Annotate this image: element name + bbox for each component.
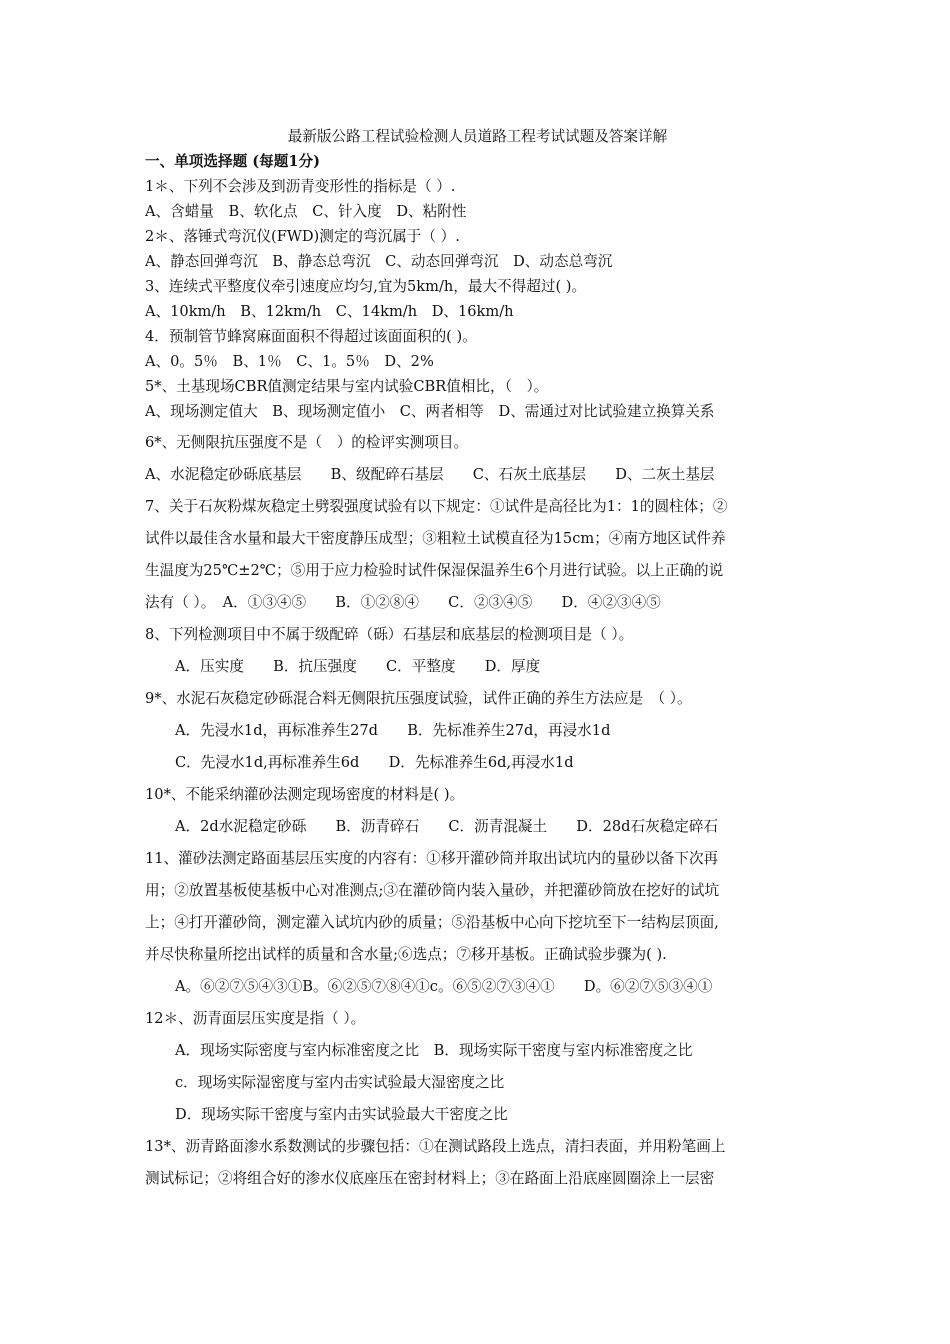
options-11: A。⑥②⑦⑤④③①B。⑥②⑤⑦⑧④①c。⑥⑤②⑦③④① D。⑥②⑦⑤③④① bbox=[175, 978, 713, 995]
options-2: A、静态回弹弯沉 B、静态总弯沉 C、动态回弹弯沉 D、动态总弯沉 bbox=[145, 253, 613, 270]
options-5: A、现场测定值大 B、现场测定值小 C、两者相等 D、需通过对比试验建立换算关系 bbox=[145, 403, 715, 420]
question-11-line-2: 用；②放置基板使基板中心对准测点;③在灌砂筒内装入量砂，并把灌砂筒放在挖好的试坑 bbox=[145, 882, 720, 899]
options-12-d: D．现场实际干密度与室内击实试验最大干密度之比 bbox=[175, 1106, 508, 1123]
options-4: A、0。5％ B、1％ C、1。5％ D、2% bbox=[145, 353, 434, 370]
question-3: 3、连续式平整度仪牵引速度应均匀,宜为5km/h，最大不得超过( )。 bbox=[145, 278, 587, 295]
question-4: 4．预制管节蜂窝麻面面积不得超过该面面积的( )。 bbox=[145, 328, 477, 345]
question-5: 5*、土基现场CBR值测定结果与室内试验CBR值相比，（ ）。 bbox=[145, 378, 549, 395]
question-12: 12＊、沥青面层压实度是指（ ）。 bbox=[145, 1010, 366, 1027]
options-1: A、含蜡量 B、软化点 C、针入度 D、粘附性 bbox=[145, 203, 467, 220]
question-7-line-2: 试件以最佳含水量和最大干密度静压成型；③粗粒土试模直径为15cm；④南方地区试件养 bbox=[145, 530, 726, 547]
options-6: A、水泥稳定砂砾底基层 B、级配碎石基层 C、石灰土底基层 D、二灰土基层 bbox=[145, 466, 715, 483]
question-8: 8、下列检测项目中不属于级配碎（砾）石基层和底基层的检测项目是（ ）。 bbox=[145, 626, 634, 643]
options-3: A、10km/h B、12km/h C、14km/h D、16km/h bbox=[145, 303, 514, 320]
question-9: 9*、水泥石灰稳定砂砾混合料无侧限抗压强度试验，试件正确的养生方法应是 （ ）。 bbox=[145, 690, 692, 707]
question-7-line-1: 7、关于石灰粉煤灰稳定土劈裂强度试验有以下规定：①试件是高径比为1：1的圆柱体；② bbox=[145, 498, 728, 515]
options-9-cd: C．先浸水1d,再标准养生6d D．先标准养生6d,再浸水1d bbox=[175, 754, 574, 771]
question-2: 2＊、落锤式弯沉仪(FWD)测定的弯沉属于（ ）. bbox=[145, 228, 460, 245]
question-13-line-2: 测试标记；②将组合好的渗水仪底座压在密封材料上；③在路面上沿底座圆圈涂上一层密 bbox=[145, 1170, 715, 1187]
options-8: A．压实度 B．抗压强度 C．平整度 D．厚度 bbox=[175, 658, 541, 675]
question-6: 6*、无侧限抗压强度不是（ ）的检评实测项目。 bbox=[145, 434, 469, 451]
question-7-line-3: 生温度为25℃±2℃；⑤用于应力检验时试件保湿保温养生6个月进行试验。以上正确的说 bbox=[145, 562, 724, 579]
question-7-line-4: 法有（ ）。 A．①③④⑤ B．①②⑧④ C．②③④⑤ D．④②③④⑤ bbox=[145, 594, 661, 611]
question-11-line-3: 上；④打开灌砂筒，测定灌入试坑内砂的质量；⑤沿基板中心向下挖坑至下一结构层顶面, bbox=[145, 914, 719, 931]
options-9-ab: A．先浸水1d，再标准养生27d B．先标准养生27d，再浸水1d bbox=[175, 722, 611, 739]
options-12-c: c．现场实际湿密度与室内击实试验最大湿密度之比 bbox=[175, 1074, 505, 1091]
question-13-line-1: 13*、沥青路面渗水系数测试的步骤包括：①在测试路段上选点，清扫表面，并用粉笔画上 bbox=[145, 1138, 726, 1155]
options-12-ab: A．现场实际密度与室内标准密度之比 B．现场实际干密度与室内标准密度之比 bbox=[175, 1042, 693, 1059]
question-11-line-1: 11、灌砂法测定路面基层压实度的内容有：①移开灌砂筒并取出试坑内的量砂以备下次再 bbox=[145, 850, 719, 867]
section-heading: 一、单项选择题 (每题1分) bbox=[145, 153, 320, 170]
question-1: 1＊、下列不会涉及到沥青变形性的指标是（ ）. bbox=[145, 178, 456, 195]
question-11-line-4: 并尽快称量所挖出试样的质量和含水量;⑥选点；⑦移开基板。正确试验步骤为( ). bbox=[145, 946, 667, 963]
options-10: A．2d水泥稳定砂砾 B．沥青碎石 C．沥青混凝土 D．28d石灰稳定碎石 bbox=[175, 818, 719, 835]
question-10: 10*、不能采纳灌砂法测定现场密度的材料是( )。 bbox=[145, 786, 465, 803]
document-title: 最新版公路工程试验检测人员道路工程考试试题及答案详解 bbox=[287, 128, 668, 145]
